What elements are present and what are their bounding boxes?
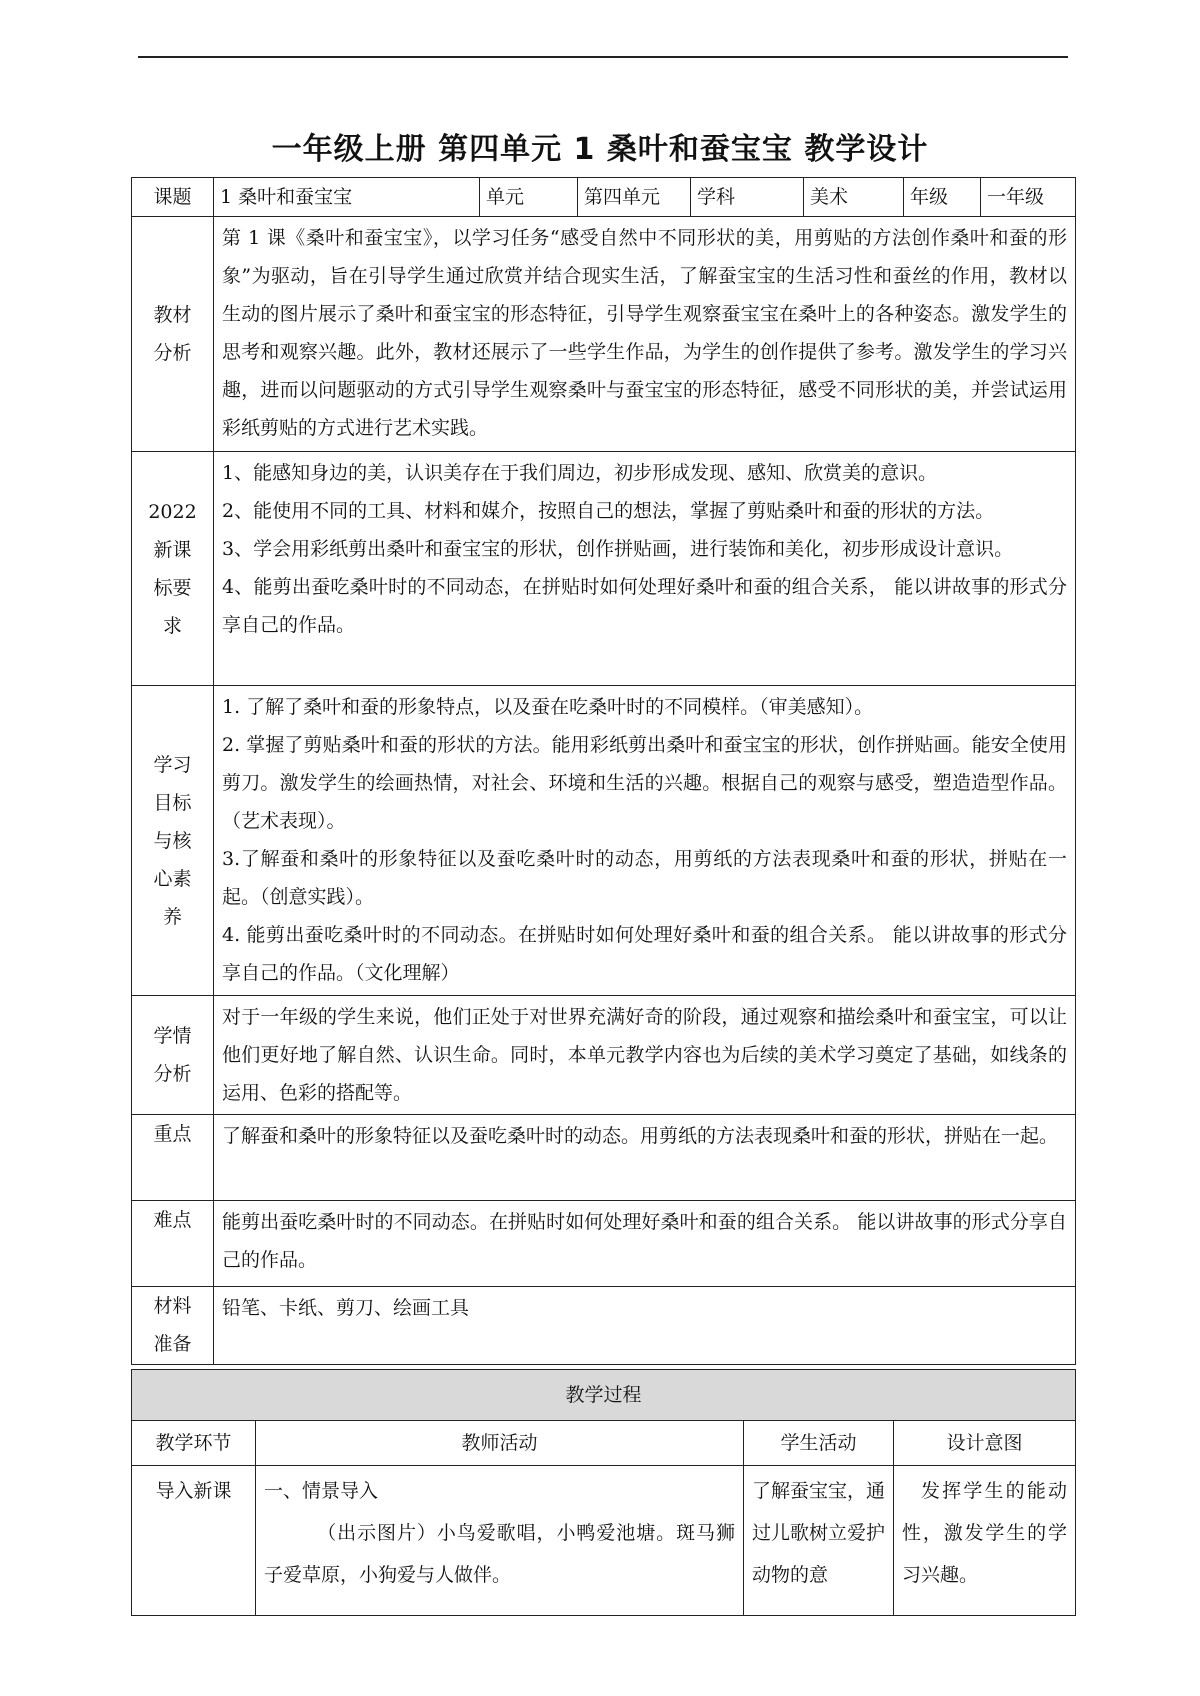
teacher-activity-heading: 一、情景导入 bbox=[264, 1480, 379, 1502]
info-row bbox=[132, 178, 1076, 217]
teacher-activity-text: （出示图片）小鸟爱歌唱，小鸭爱池塘。斑马狮子爱草原，小狗爱与人做伴。 bbox=[264, 1522, 735, 1586]
document-title: 一年级上册 第四单元 1 桑叶和蚕宝宝 教学设计 bbox=[271, 132, 929, 167]
objectives-label: 学习 目标 与核 心素 养 bbox=[132, 686, 214, 996]
analysis-row bbox=[132, 996, 1076, 1115]
standards-item: 1、能感知身边的美，认识美存在于我们周边，初步形成发现、感知、欣赏美的意识。 bbox=[222, 462, 938, 484]
standards-label: 2022 新课 标要 求 bbox=[132, 452, 214, 686]
process-header-row bbox=[132, 1370, 1076, 1421]
grade-label: 年级 bbox=[904, 178, 981, 217]
standards-item: 2、能使用不同的工具、材料和媒介，按照自己的想法，掌握了剪贴桑叶和蚕的形状的方法。 bbox=[222, 500, 995, 522]
key-points-row bbox=[132, 1115, 1076, 1201]
lesson-info-table bbox=[131, 177, 1076, 1365]
teacher-activity bbox=[256, 1466, 744, 1616]
objective-item: 4. 能剪出蚕吃桑叶时的不同动态。在拼贴时如何处理好桑叶和蚕的组合关系。 能以讲故事的形式分享自己的作品。（文化理解） bbox=[222, 924, 1067, 984]
materials-row bbox=[132, 1287, 1076, 1365]
unit-label: 单元 bbox=[480, 178, 578, 217]
objective-item: 1. 了解了桑叶和蚕的形象特点，以及蚕在吃桑叶时的不同模样。（审美感知）。 bbox=[222, 696, 874, 718]
analysis-label: 学情 分析 bbox=[132, 996, 214, 1115]
column-header: 设计意图 bbox=[894, 1421, 1076, 1466]
grade-value: 一年级 bbox=[981, 178, 1076, 217]
key-points: 了解蚕和桑叶的形象特征以及蚕吃桑叶时的动态。用剪纸的方法表现桑叶和蚕的形状，拼贴在一起。 bbox=[214, 1115, 1076, 1201]
process-header: 教学过程 bbox=[132, 1370, 1076, 1421]
objectives-row bbox=[132, 686, 1076, 996]
textbook-label: 教材 分析 bbox=[132, 217, 214, 452]
objective-item: 2. 掌握了剪贴桑叶和蚕的形状的方法。能用彩纸剪出桑叶和蚕宝宝的形状，创作拼贴画。能安全使用剪刀。激发学生的绘画热情，对社会、环境和生活的兴趣。根据自己的观察与感受，塑造造型作品。（艺术表现）。 bbox=[222, 734, 1067, 832]
design-intent: 发挥学生的能动性，激发学生的学习兴趣。 bbox=[894, 1466, 1076, 1616]
difficulties-label: 难点 bbox=[132, 1201, 214, 1287]
standards-content bbox=[214, 452, 1076, 686]
standards-item: 4、能剪出蚕吃桑叶时的不同动态，在拼贴时如何处理好桑叶和蚕的组合关系， 能以讲故事的形式分享自己的作品。 bbox=[222, 576, 1067, 636]
stage-cell: 导入新课 bbox=[132, 1466, 256, 1616]
objective-item: 3.了解蚕和桑叶的形象特征以及蚕吃桑叶时的动态，用剪纸的方法表现桑叶和蚕的形状，拼贴在一起。（创意实践）。 bbox=[222, 848, 1067, 908]
teaching-process-table bbox=[131, 1369, 1076, 1616]
materials: 铅笔、卡纸、剪刀、绘画工具 bbox=[214, 1287, 1076, 1365]
standards-item: 3、学会用彩纸剪出桑叶和蚕宝宝的形状，创作拼贴画，进行装饰和美化，初步形成设计意识。 bbox=[222, 538, 1014, 560]
textbook-analysis: 第 1 课《桑叶和蚕宝宝》，以学习任务“感受自然中不同形状的美，用剪贴的方法创作桑叶和蚕的形象”为驱动，旨在引导学生通过欣赏并结合现实生活，了解蚕宝宝的生活习性和蚕丝的作用，教材以生动的图片展示了桑叶和蚕宝宝的形态特征，引导学生观察蚕宝宝在桑叶上的各种姿态。激发学生的思考和观察兴趣。此外，教材还展示了一些学生作品，为学生的创作提供了参考。激发学生的学习兴趣，进而以问题驱动的方式引导学生观察桑叶与蚕宝宝的形态特征，感受不同形状的美，并尝试运用彩纸剪贴的方式进行艺术实践。 bbox=[214, 217, 1076, 452]
column-header: 学生活动 bbox=[744, 1421, 894, 1466]
process-column-headers bbox=[132, 1421, 1076, 1466]
column-header: 教学环节 bbox=[132, 1421, 256, 1466]
student-activity: 了解蚕宝宝，通过儿歌树立爱护动物的意 bbox=[744, 1466, 894, 1616]
difficulties-row bbox=[132, 1201, 1076, 1287]
objectives-content bbox=[214, 686, 1076, 996]
header-rule bbox=[138, 56, 1068, 58]
standards-row bbox=[132, 452, 1076, 686]
subject-value: 美术 bbox=[804, 178, 904, 217]
difficulties: 能剪出蚕吃桑叶时的不同动态。在拼贴时如何处理好桑叶和蚕的组合关系。 能以讲故事的形式分享自己的作品。 bbox=[214, 1201, 1076, 1287]
subject-label: 学科 bbox=[691, 178, 804, 217]
student-analysis: 对于一年级的学生来说，他们正处于对世界充满好奇的阶段，通过观察和描绘桑叶和蚕宝宝，可以让他们更好地了解自然、认识生命。同时，本单元教学内容也为后续的美术学习奠定了基础，如线条的运用、色彩的搭配等。 bbox=[214, 996, 1076, 1115]
lesson-value: 1 桑叶和蚕宝宝 bbox=[214, 178, 480, 217]
lesson-label: 课题 bbox=[132, 178, 214, 217]
process-row bbox=[132, 1466, 1076, 1616]
column-header: 教师活动 bbox=[256, 1421, 744, 1466]
materials-label: 材料 准备 bbox=[132, 1287, 214, 1365]
textbook-row bbox=[132, 217, 1076, 452]
unit-value: 第四单元 bbox=[578, 178, 691, 217]
key-points-label: 重点 bbox=[132, 1115, 214, 1201]
